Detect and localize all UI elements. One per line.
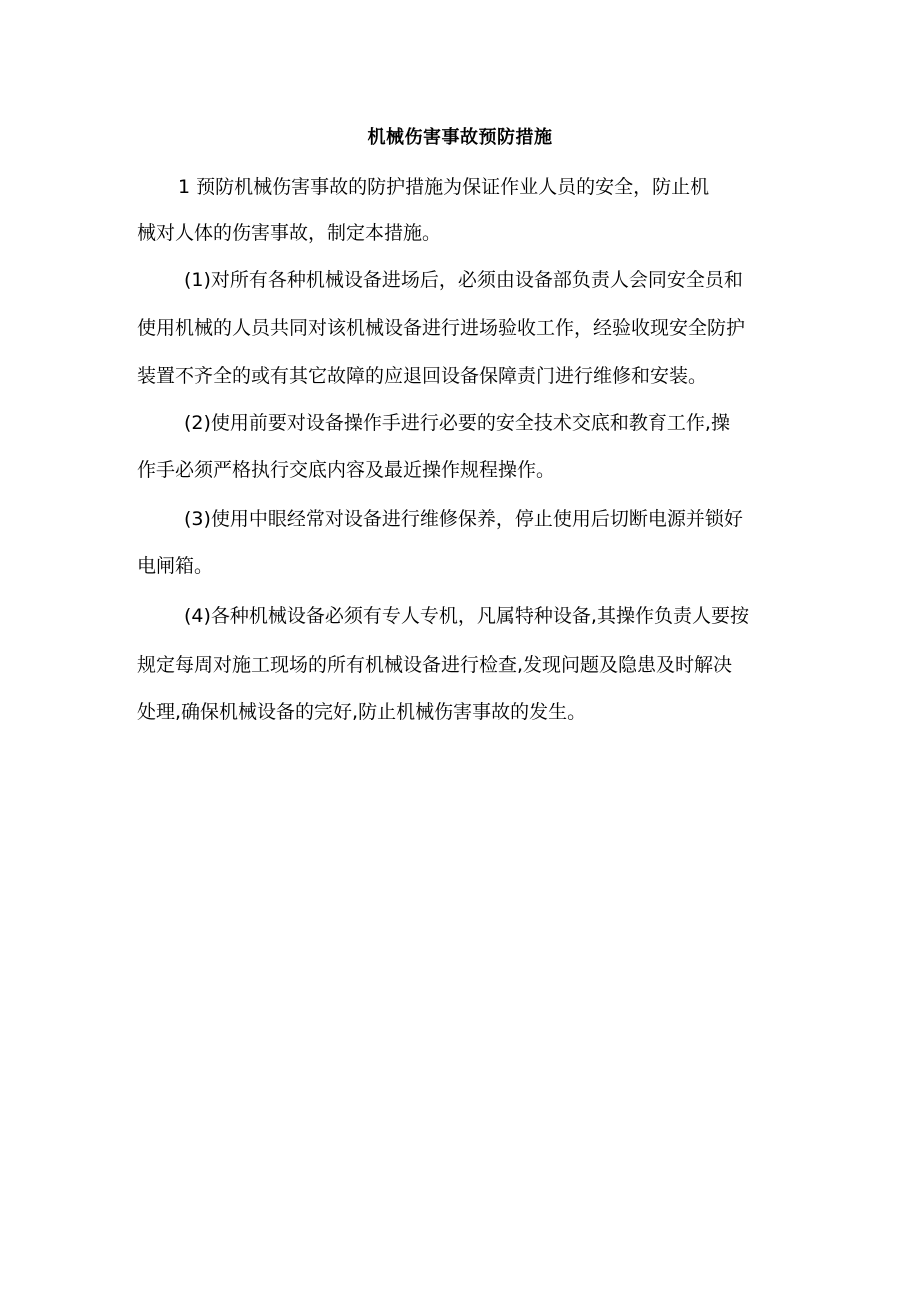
paragraph-line: (3)使用中眼经常对设备进行维修保养，停止使用后切断电源并锁好 [184,508,743,530]
paragraph-line: 装置不齐全的或有其它故障的应退回设备保障责门进行维修和安装。 [137,365,708,387]
paragraph-line: 1 预防机械伤害事故的防护措施为保证作业人员的安全，防止机 [178,176,710,198]
paragraph-line: 电闸箱。 [137,555,214,577]
paragraph-line: (1)对所有各种机械设备进场后，必须由设备部负责人会同安全员和 [184,269,743,291]
paragraph-line: (2)使用前要对设备操作手进行必要的安全技术交底和教育工作,操 [184,412,730,434]
paragraph-line: 处理,确保机械设备的完好,防止机械伤害事故的发生。 [137,701,587,723]
paragraph-line: 械对人体的伤害事故，制定本措施。 [137,222,442,244]
paragraph-line: 使用机械的人员共同对该机械设备进行进场验收工作，经验收现安全防护 [137,317,746,339]
document-title: 机械伤害事故预防措施 [367,127,553,148]
paragraph-line: 作手必须严格执行交底内容及最近操作规程操作。 [137,459,556,481]
paragraph-line: 规定每周对施工现场的所有机械设备进行检查,发现问题及隐患及时解决 [137,654,733,676]
paragraph-line: (4)各种机械设备必须有专人专机，凡属特种设备,其操作负责人要按 [184,605,749,627]
